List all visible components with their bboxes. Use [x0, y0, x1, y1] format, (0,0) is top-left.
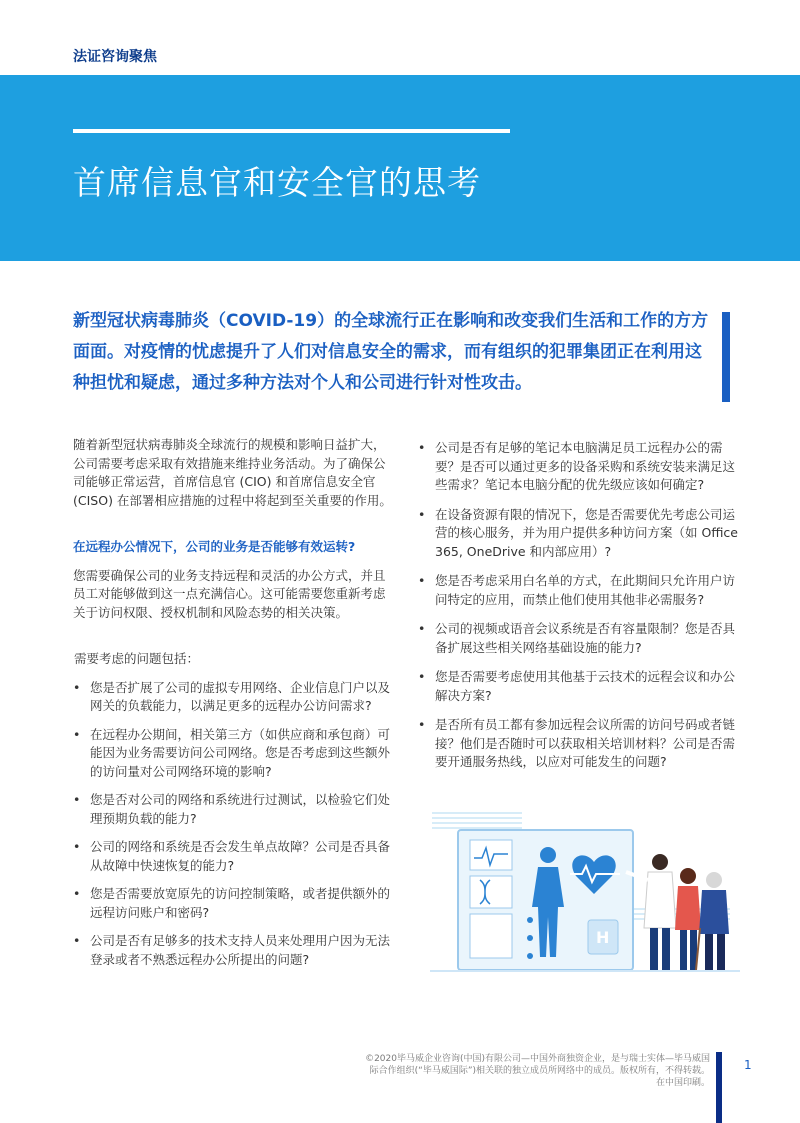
list-item: [418, 668, 740, 705]
list-item-text: 您是否对公司的网络和系统进行过测试，以检验它们处理预期负载的能力?: [90, 792, 391, 826]
list-item-text: 公司的视频或语音会议系统是否有容量限制？您是否具备扩展这些相关网络基础设施的能力?: [435, 621, 736, 655]
section-paragraph: 您需要确保公司的业务支持远程和灵活的办公方式，并且员工对能够做到这一点充满信心。这可能需要您重新考虑关于访问权限、授权机制和风险态势的相关决策。: [73, 567, 386, 620]
list-item: [73, 838, 393, 875]
footer-line: 在中国印刷。: [655, 1078, 710, 1088]
list-item: [418, 439, 740, 495]
list-item: [73, 679, 393, 716]
consider-label: 需要考虑的问题包括：: [74, 651, 200, 666]
bullet-icon: •: [73, 933, 81, 948]
list-item-text: 公司的网络和系统是否会发生单点故障？公司是否具备从故障中快速恢复的能力?: [90, 839, 391, 873]
intro-paragraph: 随着新型冠状病毒肺炎全球流行的规模和影响日益扩大，公司需要考虑采取有效措施来维持业务活动。为了确保公司能够正常运营，首席信息官 (CIO) 和首席信息安全官 (CISO) 在部署相应措施的过程中将起到至关重要的作用。: [73, 437, 392, 508]
list-item: [73, 932, 393, 969]
list-item: [73, 791, 393, 828]
bullet-icon: •: [73, 886, 81, 901]
footer-copyright: [340, 1053, 710, 1089]
bullet-icon: •: [73, 679, 81, 695]
list-item-text: 您是否需要放宽原先的访问控制策略，或者提供额外的远程访问账户和密码?: [90, 886, 391, 920]
bullet-icon: •: [418, 573, 426, 588]
list-item: [418, 716, 740, 772]
section-label: 法证咨询聚焦: [73, 49, 157, 65]
medical-health-illustration-icon: [430, 810, 740, 980]
title-banner: [0, 75, 800, 261]
page-title: 首席信息官和安全官的思考: [73, 163, 481, 202]
list-item: [73, 726, 393, 782]
page-number: 1: [744, 1058, 752, 1072]
list-item-text: 公司是否有足够的笔记本电脑满足员工远程办公的需要？是否可以通过更多的设备采购和系统安装来满足这些需求？笔记本电脑分配的优先级应该如何确定?: [435, 440, 736, 492]
bullet-icon: •: [73, 792, 81, 807]
left-column: [73, 436, 393, 979]
bullet-icon: •: [418, 717, 426, 732]
bullet-icon: •: [418, 506, 426, 522]
list-item-text: 是否所有员工都有参加远程会议所需的访问号码或者链接？他们是否随时可以获取相关培训材料？公司是否需要开通服务热线，以应对可能发生的问题?: [435, 717, 736, 769]
right-column: [418, 439, 740, 783]
page-accent-bar: [716, 1052, 722, 1123]
footer-line: ©2020毕马威企业咨询(中国)有限公司—中国外商独资企业，是与瑞士实体—毕马威国: [365, 1054, 710, 1064]
list-item-text: 您是否需要考虑使用其他基于云技术的远程会议和办公解决方案?: [435, 669, 736, 703]
intro-accent-bar: [722, 312, 730, 402]
left-bullet-list: [73, 679, 393, 970]
bullet-icon: •: [418, 621, 426, 636]
list-item: [73, 885, 393, 922]
intro-text: 新型冠状病毒肺炎（COVID-19）的全球流行正在影响和改变我们生活和工作的方方面面。对疫情的忧虑提升了人们对信息安全的需求，而有组织的犯罪集团正在利用这种担忧和疑虑，通过多种方法对个人和公司进行针对性攻击。: [73, 311, 709, 393]
list-item-text: 在设备资源有限的情况下，您是否需要优先考虑公司运营的核心服务，并为用户提供多种访问方案（如 Office 365, OneDrive 和内部应用）?: [435, 506, 738, 559]
list-item-text: 您是否扩展了公司的虚拟专用网络、企业信息门户以及网关的负载能力，以满足更多的远程办公访问需求?: [90, 679, 391, 713]
list-item-text: 您是否考虑采用白名单的方式，在此期间只允许用户访问特定的应用，而禁止他们使用其他非必需服务?: [435, 573, 736, 607]
footer-line: 际合作组织(“毕马威国际”)相关联的独立成员所网络中的成员。版权所有，不得转载。: [369, 1066, 710, 1076]
list-item-text: 公司是否有足够多的技术支持人员来处理用户因为无法登录或者不熟悉远程办公所提出的问题?: [90, 933, 391, 967]
list-item: [418, 572, 740, 609]
list-item: [418, 620, 740, 657]
banner-rule: [73, 129, 510, 133]
bullet-icon: •: [418, 440, 426, 455]
bullet-icon: •: [418, 669, 426, 684]
svg-text:H: H: [596, 928, 610, 947]
bullet-icon: •: [73, 839, 81, 854]
section-heading: 在远程办公情况下，公司的业务是否能够有效运转?: [73, 539, 356, 554]
bullet-icon: •: [73, 726, 81, 742]
right-bullet-list: [418, 439, 740, 772]
list-item: [418, 506, 740, 562]
list-item-text: 在远程办公期间，相关第三方（如供应商和承包商）可能因为业务需要访问公司网络。您是否考虑到这些额外的访问量对公司网络环境的影响?: [90, 726, 391, 779]
